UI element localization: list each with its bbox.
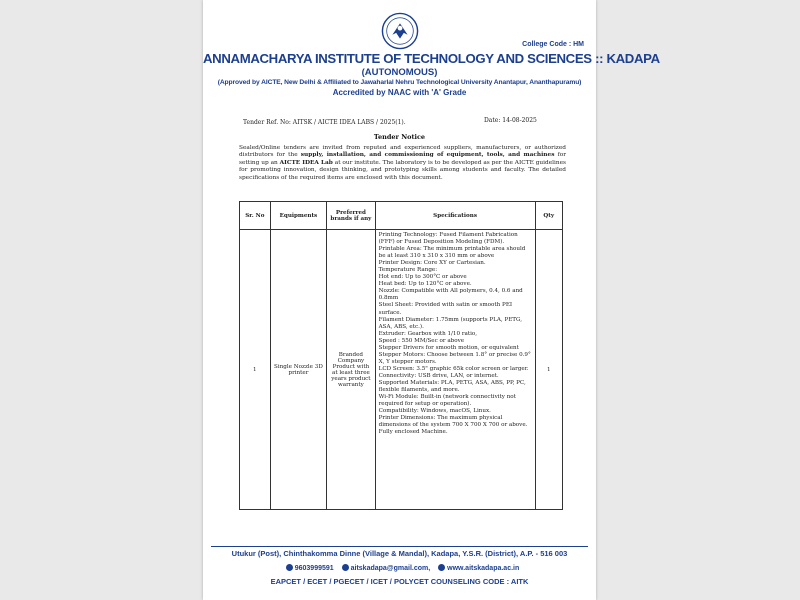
intro-text-3: at our institute. The laboratory is to be developed as per the AICTE guidelines for promoting innovation, design thinking, and prototyping skills among students and faculty. The detailed specifications of the required items are enclosed with this document. [239, 159, 566, 181]
spec-line: Stepper Motors: Choose between 1.8° or precise 0.9° X, Y stepper motors. [378, 351, 531, 365]
spec-line: Hot end: Up to 300°C or above [378, 274, 467, 281]
footer-contact [203, 564, 596, 572]
footer-divider [211, 546, 588, 547]
intro-bold-2: AICTE IDEA Lab [279, 159, 333, 166]
tender-ref: Tender Ref. No: AITSK / AICTE IDEA LABS / 2025(1). [243, 119, 406, 126]
phone-icon [286, 564, 293, 571]
equipment-table [239, 201, 563, 510]
intro-bold-1: supply, installation, and commissioning of equipment, tools, and machines [300, 152, 555, 159]
table-header-row [240, 202, 563, 230]
table-row [240, 230, 563, 510]
cell-specifications [375, 230, 535, 510]
spec-line: Connectivity: USB drive, LAN, or internet. [378, 372, 499, 379]
intro-text-2: for setting up an [239, 152, 567, 166]
institute-logo [381, 12, 419, 50]
spec-line: Compatibility: Windows, macOS, Linux. [378, 408, 491, 415]
spec-line: Printer Dimensions: The maximum physical dimensions of the system 700 X 700 X 700 or above. Fully enclosed Machine. [378, 415, 528, 436]
institute-name: ANNAMACHARYA INSTITUTE OF TECHNOLOGY AND SCIENCES :: KADAPA [203, 51, 660, 66]
spec-line: Stepper Drivers for smooth motion, or equivalent [378, 344, 519, 351]
spec-line: Printing Technology: Fused Filament Fabrication (FFF) or Fused Deposition Modeling (FDM). [378, 232, 518, 246]
header-equipments: Equipments [270, 202, 327, 230]
footer-website[interactable]: www.aitskadapa.ac.in [447, 565, 520, 572]
spec-line: Steel Sheet: Provided with satin or smooth PEI surface. [378, 302, 513, 316]
footer-address: Utukur (Post), Chinthakomma Dinne (Village & Mandal), Kadapa, Y.S.R. (District), A.P. - 516 003 [231, 549, 568, 558]
counseling-code: EAPCET / ECET / PGECET / ICET / POLYCET COUNSELING CODE : AITK [270, 577, 529, 586]
spec-line: Heat bed: Up to 120°C or above. [378, 281, 472, 288]
spec-line: Nozzle: Compatible with All polymers, 0.4, 0.6 and 0.8mm [378, 288, 523, 302]
document-page [203, 0, 660, 600]
intro-text-1: Sealed/Online tenders are invited from reputed and experienced suppliers, manufacturers, or authorized distributors for the [239, 145, 566, 159]
spec-line: Filament Diameter: 1.75mm (supports PLA, PETG, ASA, ABS, etc.). [378, 316, 523, 330]
header-qty: Qty [535, 202, 562, 230]
spec-line: Wi-Fi Module: Built-in (network connectivity not required for setup or operation). [378, 394, 516, 408]
spec-line: Supported Materials: PLA, PETG, ASA, ABS, PP, PC, flexible filaments, and more. [378, 379, 526, 394]
spec-line: Extruder: Gearbox with 1/10 ratio, [378, 330, 478, 337]
header-brands: Preferred brands if any [327, 202, 375, 230]
footer-email[interactable]: aitskadapa@gmail.com, [350, 565, 431, 572]
footer-phone: 9603999591 [294, 565, 334, 572]
spec-line: Printer Design: Core XY or Cartesian. [378, 260, 486, 267]
cell-qty: 1 [535, 230, 562, 510]
tender-date: Date: 14-08-2025 [484, 117, 537, 124]
cell-equipment: Single Nozzle 3D printer [270, 230, 327, 510]
header-specifications: Specifications [375, 202, 535, 230]
autonomous-label: (AUTONOMOUS) [361, 67, 438, 78]
spec-line: Printable Area: The minimum printable area should be at least 310 x 310 x 310 mm or above [378, 246, 526, 260]
cell-sr-no: 1 [240, 230, 271, 510]
accreditation-line: Accredited by NAAC with 'A' Grade [332, 88, 467, 97]
college-code: College Code : HM [522, 41, 584, 48]
spec-line: Temperature Range: [378, 267, 438, 274]
approval-line: (Approved by AICTE, New Delhi & Affiliated to Jawaharlal Nehru Technological University Anantapur, Ananthapuramu) [217, 79, 582, 86]
spec-line: Speed : 550 MM/Sec or above [378, 337, 465, 344]
email-icon [342, 564, 349, 571]
notice-title: Tender Notice [373, 133, 426, 141]
cell-brand: Branded Company Product with at least three years product warranty [327, 230, 375, 510]
equipment-table-wrapper [239, 201, 563, 510]
globe-icon [438, 564, 445, 571]
header-sr-no: Sr. No [240, 202, 271, 230]
intro-paragraph [239, 145, 566, 182]
spec-line: LCD Screen: 3.5" graphic 65k color screen or larger. [378, 365, 529, 372]
